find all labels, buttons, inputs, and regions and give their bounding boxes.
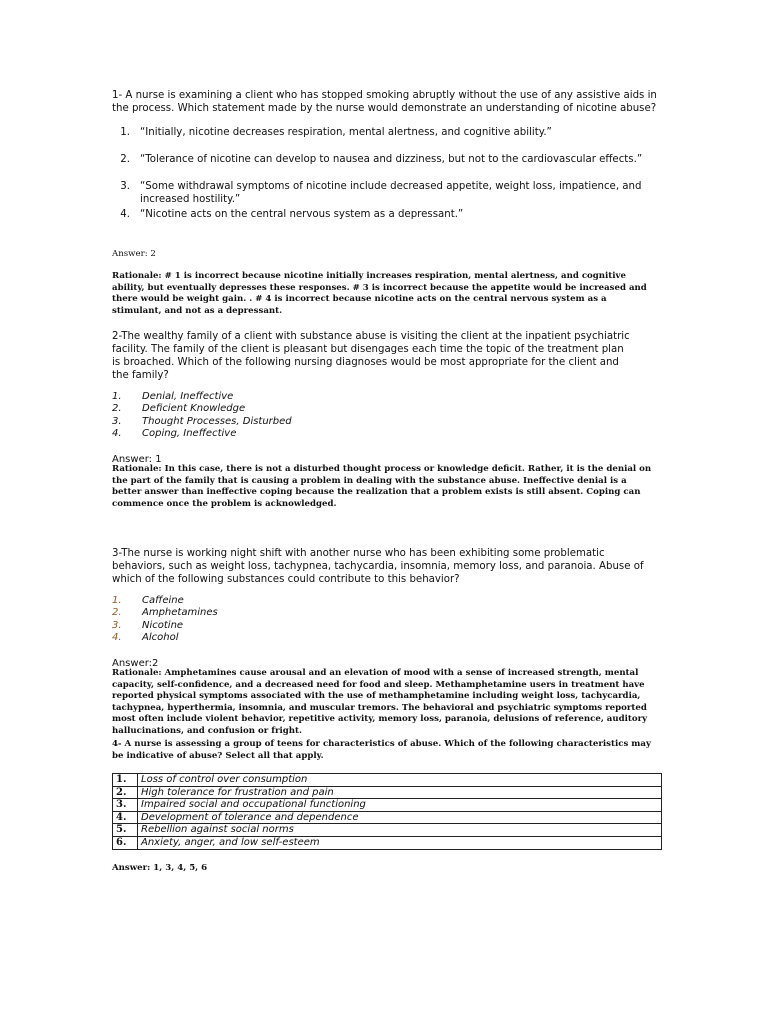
question-4-stem: 4- A nurse is assessing a group of teens for characteristics of abuse. Which of the following characteristics may be indicative of abuse? Select all that apply. [112,739,651,761]
question-3-option: 1. Caffeine [112,595,184,606]
question-1-option: 4. “Nicotine acts on the central nervous system as a depressant.” [120,209,464,220]
question-2-answer: Answer: 1 [112,454,162,465]
question-1-option: 3. “Some withdrawal symptoms of nicotine include decreased appetite, weight loss, impatience, and increased hostility.” [120,181,642,205]
question-3-stem: 3-The nurse is working night shift with another nurse who has been exhibiting some problematic behaviors, such as weight loss, tachypnea, tachycardia, insomnia, memory loss, and paranoia. Abuse of which of the following substances could contribute to this behavior? [112,548,644,585]
question-2-options [112,391,292,440]
table-row: 2. High tolerance for frustration and pain [113,786,662,799]
question-2-stem: 2-The wealthy family of a client with substance abuse is visiting the client at the inpatient psychiatric facility. The family of the client is pleasant but disengages each time the topic of the treatment plan is broached. Which of the following nursing diagnoses would be most appropriate for the client and the family? [112,331,630,381]
question-1-rationale: Rationale: # 1 is incorrect because nicotine initially increases respiration, mental alertness, and cognitive ability, but eventually depresses these responses. # 3 is incorrect because the appetite would be increased and there would be weight gain. . # 4 is incorrect because nicotine acts on the central nervous system as a stimulant, and not as a depressant. [112,271,647,316]
table-row: 3. Impaired social and occupational functioning [113,799,662,812]
question-3-option: 2. Amphetamines [112,607,218,619]
question-3-option: 4. Alcohol [112,631,179,643]
question-2-option: 2. Deficient Knowledge [112,403,246,415]
table-row: 6. Anxiety, anger, and low self-esteem [113,836,662,849]
question-3-option: 3. Nicotine [112,619,184,631]
question-2-option: 3. Thought Processes, Disturbed [112,415,292,427]
question-4-answer: Answer: 1, 3, 4, 5, 6 [112,863,208,873]
question-2-option: 4. Coping, Ineffective [112,427,237,439]
question-2-rationale: Rationale: In this case, there is not a disturbed thought process or knowledge deficit. Rather, it is the denial on the part of the family that is causing a problem in dealing with the substance abuse. Ineffective denial is a better answer than ineffective coping because the realization that a problem exists is still absent. Coping can commence once the problem is acknowledged. [112,464,652,509]
question-3-rationale: Rationale: Amphetamines cause arousal and an elevation of mood with a sense of increased strength, mental capacity, self-confidence, and a decreased need for food and sleep. Methamphetamine users in treatment have reported physical symptoms associated with the use of methamphetamine including weight loss, tachycardia, tachypnea, hyperthermia, insomnia, and muscular tremors. The behavioral and psychiatric symptoms reported most often include violent behavior, repetitive activity, memory loss, paranoia, delusions of reference, auditory hallucinations, and confusion or fright. [112,668,648,736]
question-1-options [112,127,672,222]
question-1-stem: 1- A nurse is examining a client who has stopped smoking abruptly without the use of any assistive aids in the process. Which statement made by the nurse would demonstrate an understanding of nicotine abuse? [112,90,657,114]
question-2-option: 1. Denial, Ineffective [112,391,234,402]
question-1-option: 2. “Tolerance of nicotine can develop to nausea and dizziness, but not to the cardiovascular effects.” [120,154,643,165]
characteristics-table [112,773,662,850]
table-row: 1. Loss of control over consumption [113,774,662,787]
question-1-option: 1. “Initially, nicotine decreases respiration, mental alertness, and cognitive ability.” [120,127,552,138]
table-row: 5. Rebellion against social norms [113,824,662,837]
table-row: 4. Development of tolerance and dependence [113,811,662,824]
question-3-options [112,595,218,644]
question-1-answer: Answer: 2 [112,249,156,259]
question-3-answer: Answer:2 [112,658,159,669]
